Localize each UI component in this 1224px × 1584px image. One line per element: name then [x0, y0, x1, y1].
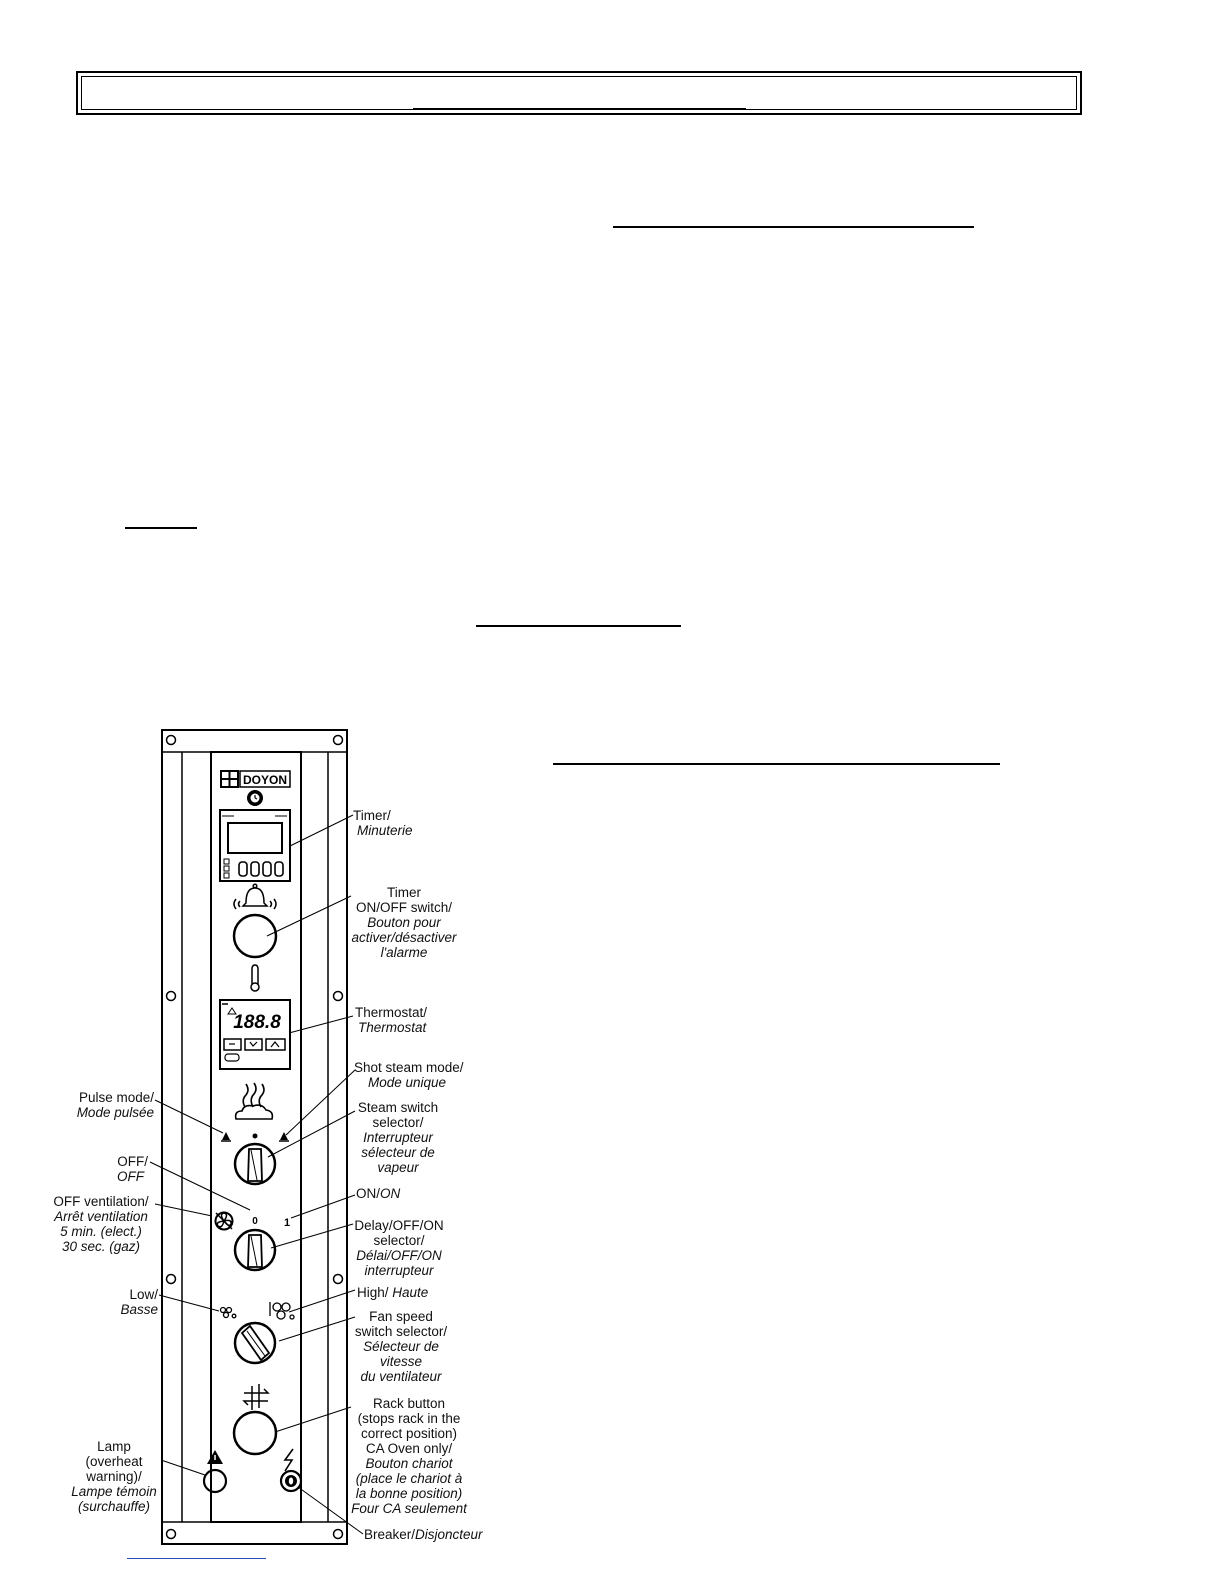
label-shot-steam: Shot steam mode/ Mode unique — [354, 1060, 464, 1090]
label-off-ventilation: OFF ventilation/ Arrêt ventilation 5 min. (elect.) 30 sec. (gaz) — [53, 1194, 149, 1254]
screw — [167, 1275, 176, 1284]
label-delay: Delay/OFF/ON selector/ Délai/OFF/ON interrupteur — [354, 1218, 444, 1278]
label-breaker: Breaker/Disjoncteur — [364, 1527, 483, 1542]
label-thermostat: Thermostat/ Thermostat — [355, 1005, 428, 1035]
screw — [167, 1530, 176, 1539]
brand-name: DOYON — [242, 773, 288, 787]
thermometer-icon — [251, 965, 259, 991]
off-mark: 0 — [252, 1216, 258, 1227]
steam-position-dot — [253, 1134, 258, 1139]
rack-rotation-icon — [244, 1384, 268, 1410]
overheat-lamp — [204, 1470, 226, 1492]
screw — [334, 1530, 343, 1539]
label-steam-switch: Steam switch selector/ Interrupteur sélecteur de vapeur — [357, 1100, 439, 1175]
label-pulse-mode: Pulse mode/ Mode pulsée — [76, 1090, 154, 1120]
label-timer: Timer/ Minuterie — [353, 808, 413, 838]
thermostat-digits: 188.8 — [233, 1012, 281, 1033]
screw — [334, 992, 343, 1001]
fan-high-icon — [270, 1302, 294, 1319]
label-lamp: Lamp (overheat warning)/ Lampe témoin (surchauffe) — [71, 1439, 157, 1514]
timer-display — [220, 810, 290, 881]
label-low: Low/ Basse — [120, 1287, 158, 1317]
label-high: High/ Haute — [357, 1285, 429, 1300]
label-on: ON/ON — [356, 1186, 401, 1201]
label-off: OFF/ OFF — [117, 1154, 148, 1184]
delay-selector-knob — [235, 1230, 275, 1270]
pulse-mode-icon — [221, 1132, 231, 1141]
timer-onoff-button — [234, 915, 276, 957]
breaker-button — [281, 1471, 301, 1491]
warning-triangle-icon — [207, 1450, 223, 1464]
fan-speed-selector-knob — [235, 1323, 275, 1363]
screw — [334, 736, 343, 745]
clock-icon — [247, 790, 263, 806]
fan-off-icon — [216, 1213, 233, 1230]
steam-icon — [236, 1083, 273, 1119]
doyon-logo — [221, 771, 290, 787]
screw — [167, 992, 176, 1001]
fan-low-icon — [221, 1308, 236, 1318]
steam-selector-knob — [235, 1144, 275, 1184]
lightning-bolt-icon — [285, 1449, 293, 1471]
label-timer-switch: Timer ON/OFF switch/ Bouton pour activer/désactiver l'alarme — [351, 885, 457, 960]
screw — [334, 1275, 343, 1284]
rack-button — [234, 1412, 276, 1454]
thermostat-display — [220, 1000, 290, 1069]
label-rack-button: Rack button (stops rack in the correct position) CA Oven only/ Bouton chariot (place le chariot à la bonne position) Four CA seulement — [351, 1396, 467, 1516]
on-mark: 1 — [283, 1217, 291, 1229]
label-fan-speed: Fan speed switch selector/ Sélecteur de vitesse du ventilateur — [354, 1309, 448, 1384]
bell-icon — [234, 884, 276, 909]
screw — [167, 736, 176, 745]
